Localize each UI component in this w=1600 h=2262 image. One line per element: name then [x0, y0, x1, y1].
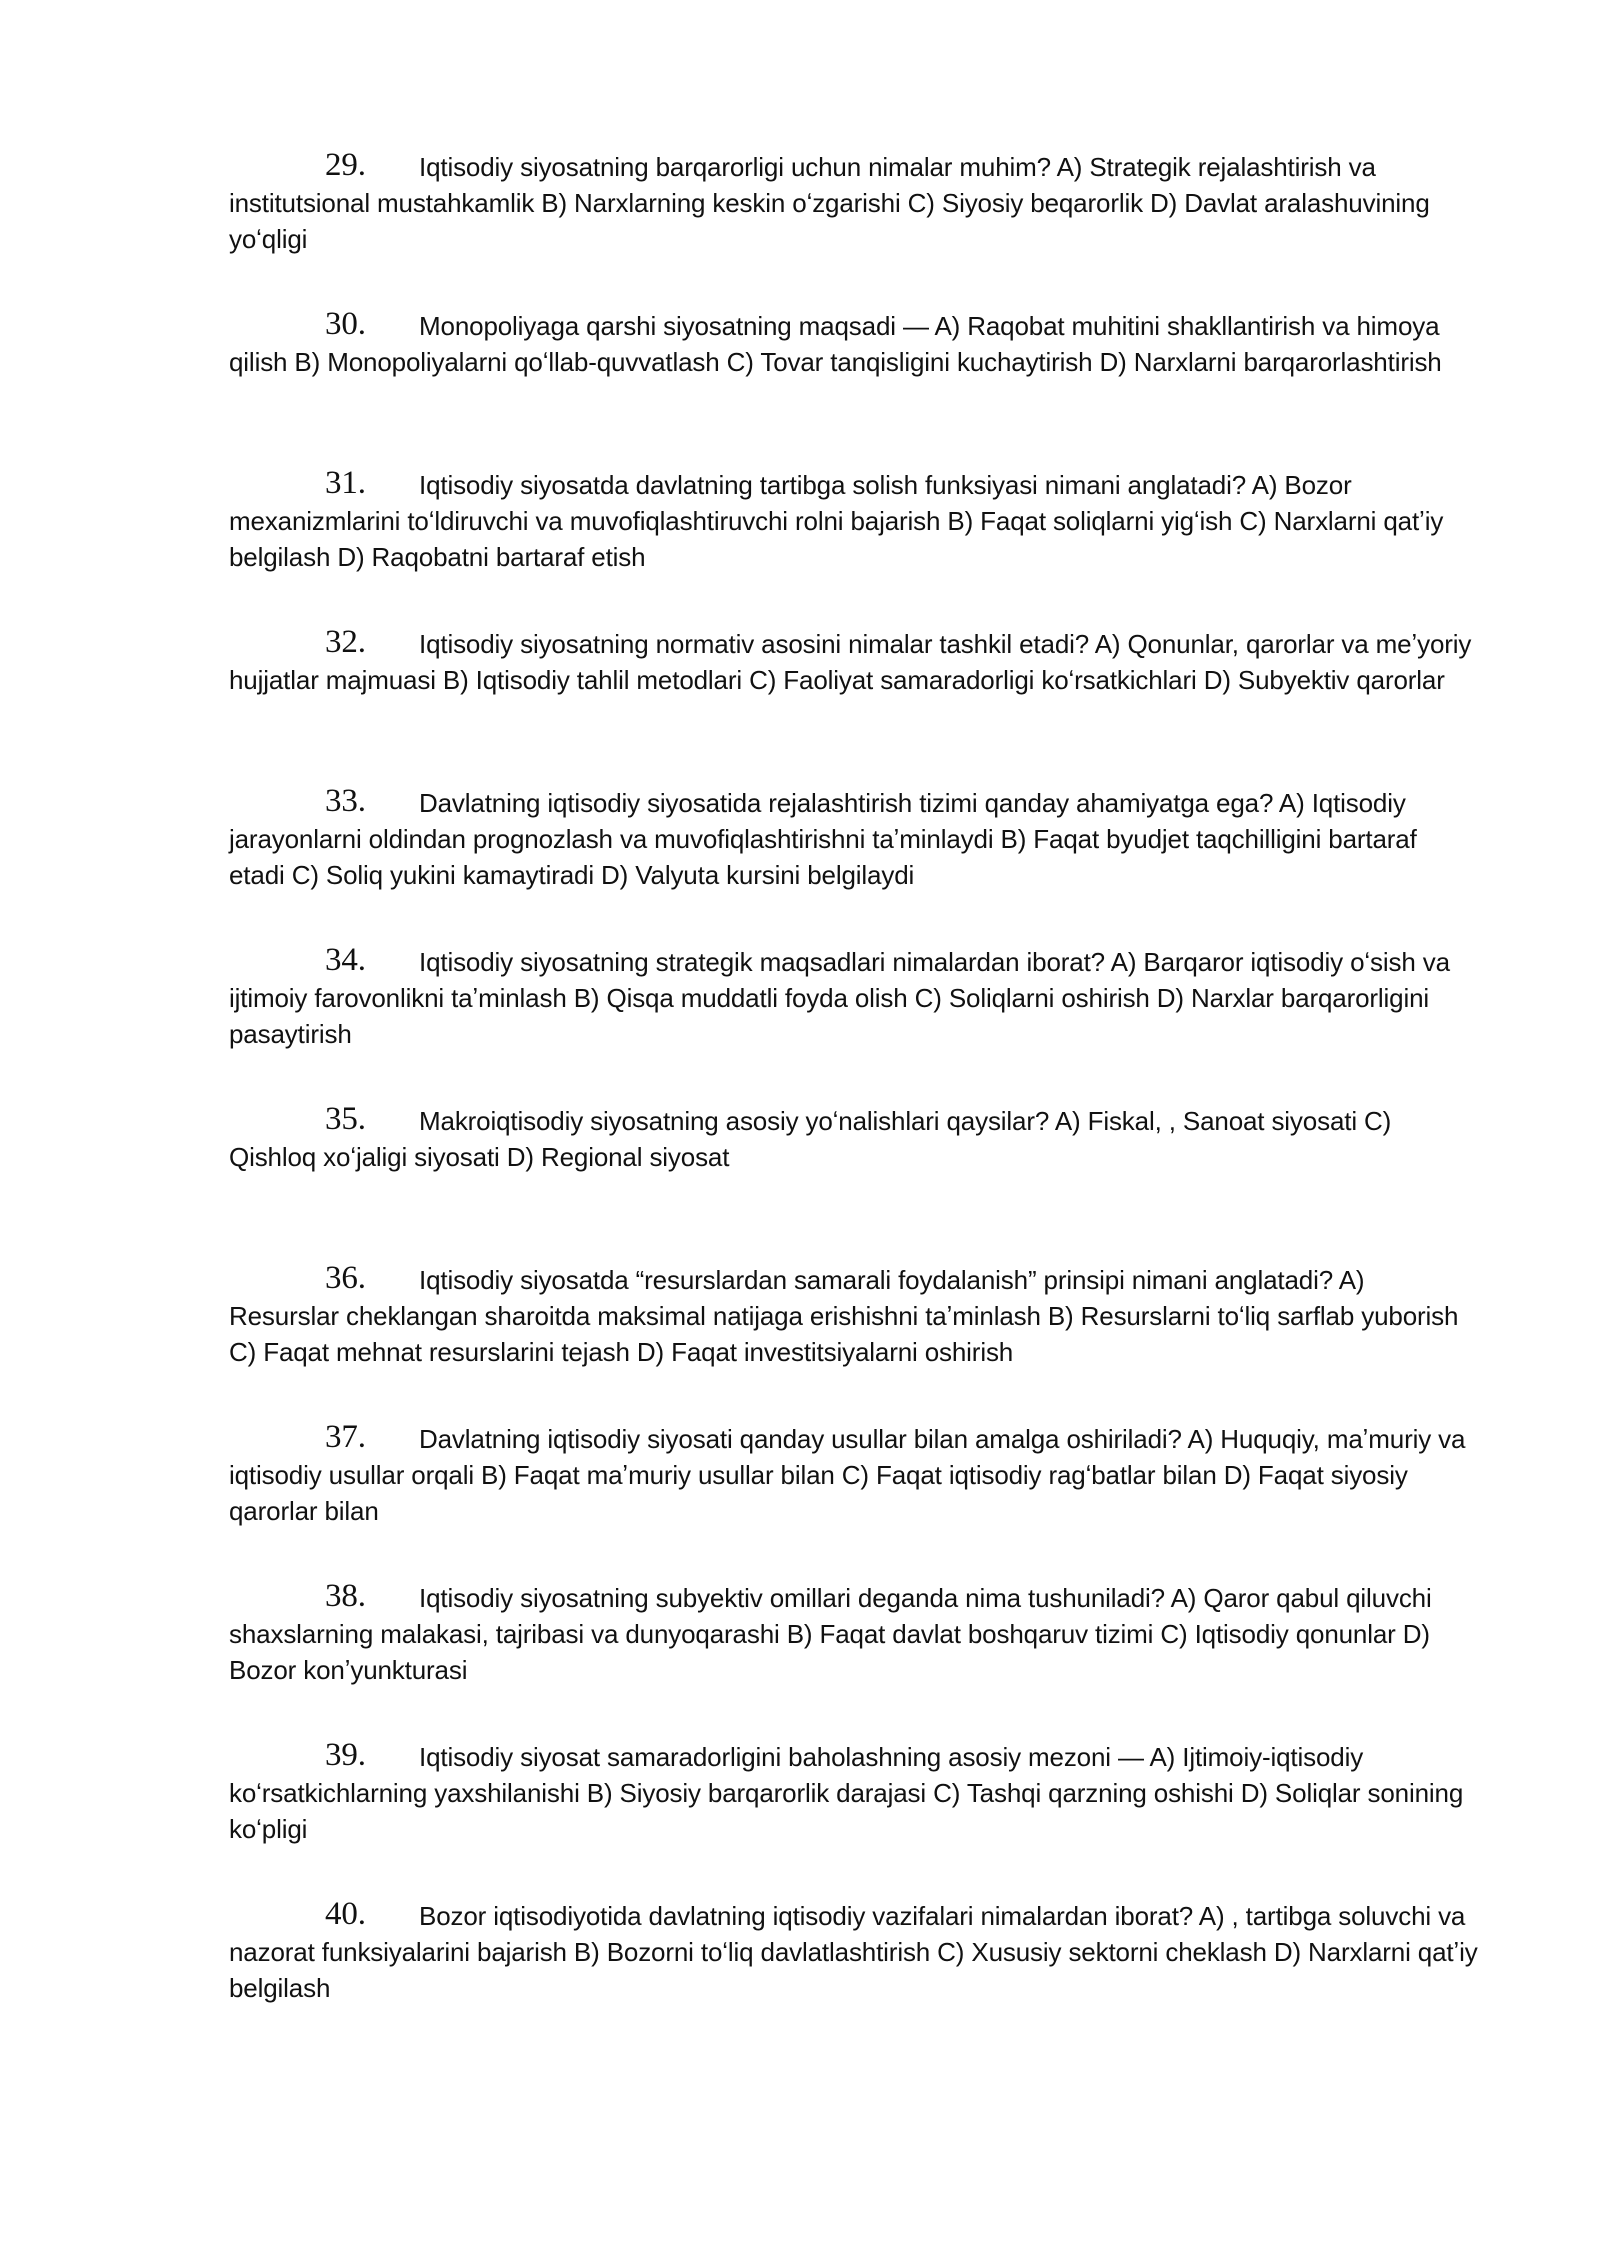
question-body: Iqtisodiy siyosatda “resurslardan samarali foydalanish” prinsipi nimani anglatadi? A) Resurslar cheklangan sharoitda maksimal natijaga erishishni taʼminlash B) Resurslarni toʻliq sarflab yuborish C) Faqat mehnat resurslarini tejash D) Faqat investitsiyalarni oshirish: [229, 1265, 1459, 1367]
question-text-block: [229, 1261, 1479, 1370]
question-text-block: [229, 466, 1479, 575]
question-body: Bozor iqtisodiyotida davlatning iqtisodiy vazifalari nimalardan iborat? A) , tartibga soluvchi va nazorat funksiyalarini bajarish B) Bozorni toʻliq davlatlashtirish C) Xususiy sektorni cheklash D) Narxlarni qatʼiy belgilash: [229, 1901, 1478, 2003]
question-text-block: [229, 148, 1479, 257]
question-text-block: [229, 1102, 1479, 1175]
question-number: 36.: [325, 1260, 366, 1296]
question-item: [229, 1738, 1479, 1897]
question-text-block: [229, 1420, 1479, 1529]
question-text-block: [229, 943, 1479, 1052]
question-body: Iqtisodiy siyosatning strategik maqsadlari nimalardan iborat? A) Barqaror iqtisodiy oʻsish va ijtimoiy farovonlikni taʼminlash B) Qisqa muddatli foyda olish C) Soliqlarni oshirish D) Narxlar barqarorligini pasaytirish: [229, 947, 1450, 1049]
question-body: Davlatning iqtisodiy siyosatida rejalashtirish tizimi qanday ahamiyatga ega? A) Iqtisodiy jarayonlarni oldindan prognozlash va muvofiqlashtirishni taʼminlaydi B) Faqat byudjet taqchilligini bartaraf etadi C) Soliq yukini kamaytiradi D) Valyuta kursini belgilaydi: [229, 788, 1417, 890]
question-body: Makroiqtisodiy siyosatning asosiy yoʻnalishlari qaysilar? A) Fiskal, , Sanoat siyosati C) Qishloq xoʻjaligi siyosati D) Regional siyosat: [229, 1106, 1392, 1172]
question-body: Monopoliyaga qarshi siyosatning maqsadi — A) Raqobat muhitini shakllantirish va himoya qilish B) Monopoliyalarni qoʻllab-quvvatlash C) Tovar tanqisligini kuchaytirish D) Narxlarni barqarorlashtirish: [229, 311, 1442, 377]
question-item: [229, 1897, 1479, 2056]
question-item: [229, 466, 1479, 625]
question-number: 31.: [325, 465, 366, 501]
question-text-block: [229, 1579, 1479, 1688]
question-number: 35.: [325, 1101, 366, 1137]
question-text-block: [229, 307, 1479, 380]
question-body: Iqtisodiy siyosatning normativ asosini nimalar tashkil etadi? A) Qonunlar, qarorlar va meʼyoriy hujjatlar majmuasi B) Iqtisodiy tahlil metodlari C) Faoliyat samaradorligi koʻrsatkichlari D) Subyektiv qarorlar: [229, 629, 1472, 695]
question-number: 30.: [325, 306, 366, 342]
question-item: [229, 307, 1479, 466]
question-text-block: [229, 784, 1479, 893]
question-number: 40.: [325, 1896, 366, 1932]
question-text-block: [229, 1897, 1479, 2006]
question-item: [229, 943, 1479, 1102]
question-number: 29.: [325, 147, 366, 183]
question-text-block: [229, 625, 1479, 698]
question-item: [229, 1102, 1479, 1261]
question-item: [229, 784, 1479, 943]
question-item: [229, 1261, 1479, 1420]
question-number: 39.: [325, 1737, 366, 1773]
question-body: Iqtisodiy siyosatning subyektiv omillari deganda nima tushuniladi? A) Qaror qabul qiluvchi shaxslarning malakasi, tajribasi va dunyoqarashi B) Faqat davlat boshqaruv tizimi C) Iqtisodiy qonunlar D) Bozor konʼyunkturasi: [229, 1583, 1432, 1685]
question-item: [229, 1579, 1479, 1738]
question-item: [229, 625, 1479, 784]
question-number: 34.: [325, 942, 366, 978]
question-body: Iqtisodiy siyosatda davlatning tartibga solish funksiyasi nimani anglatadi? A) Bozor mexanizmlarini toʻldiruvchi va muvofiqlashtiruvchi rolni bajarish B) Faqat soliqlarni yigʻish C) Narxlarni qatʼiy belgilash D) Raqobatni bartaraf etish: [229, 470, 1444, 572]
question-body: Davlatning iqtisodiy siyosati qanday usullar bilan amalga oshiriladi? A) Huquqiy, maʼmuriy va iqtisodiy usullar orqali B) Faqat maʼmuriy usullar bilan C) Faqat iqtisodiy ragʻbatlar bilan D) Faqat siyosiy qarorlar bilan: [229, 1424, 1466, 1526]
question-list: [229, 148, 1479, 2056]
question-body: Iqtisodiy siyosatning barqarorligi uchun nimalar muhim? A) Strategik rejalashtirish va institutsional mustahkamlik B) Narxlarning keskin oʻzgarishi C) Siyosiy beqarorlik D) Davlat aralashuvining yoʻqligi: [229, 152, 1430, 254]
question-number: 37.: [325, 1419, 366, 1455]
question-body: Iqtisodiy siyosat samaradorligini baholashning asosiy mezoni — A) Ijtimoiy-iqtisodiy koʻrsatkichlarning yaxshilanishi B) Siyosiy barqarorlik darajasi C) Tashqi qarzning oshishi D) Soliqlar sonining koʻpligi: [229, 1742, 1464, 1844]
question-number: 32.: [325, 624, 366, 660]
question-text-block: [229, 1738, 1479, 1847]
question-item: [229, 148, 1479, 307]
question-item: [229, 1420, 1479, 1579]
question-number: 33.: [325, 783, 366, 819]
question-number: 38.: [325, 1578, 366, 1614]
